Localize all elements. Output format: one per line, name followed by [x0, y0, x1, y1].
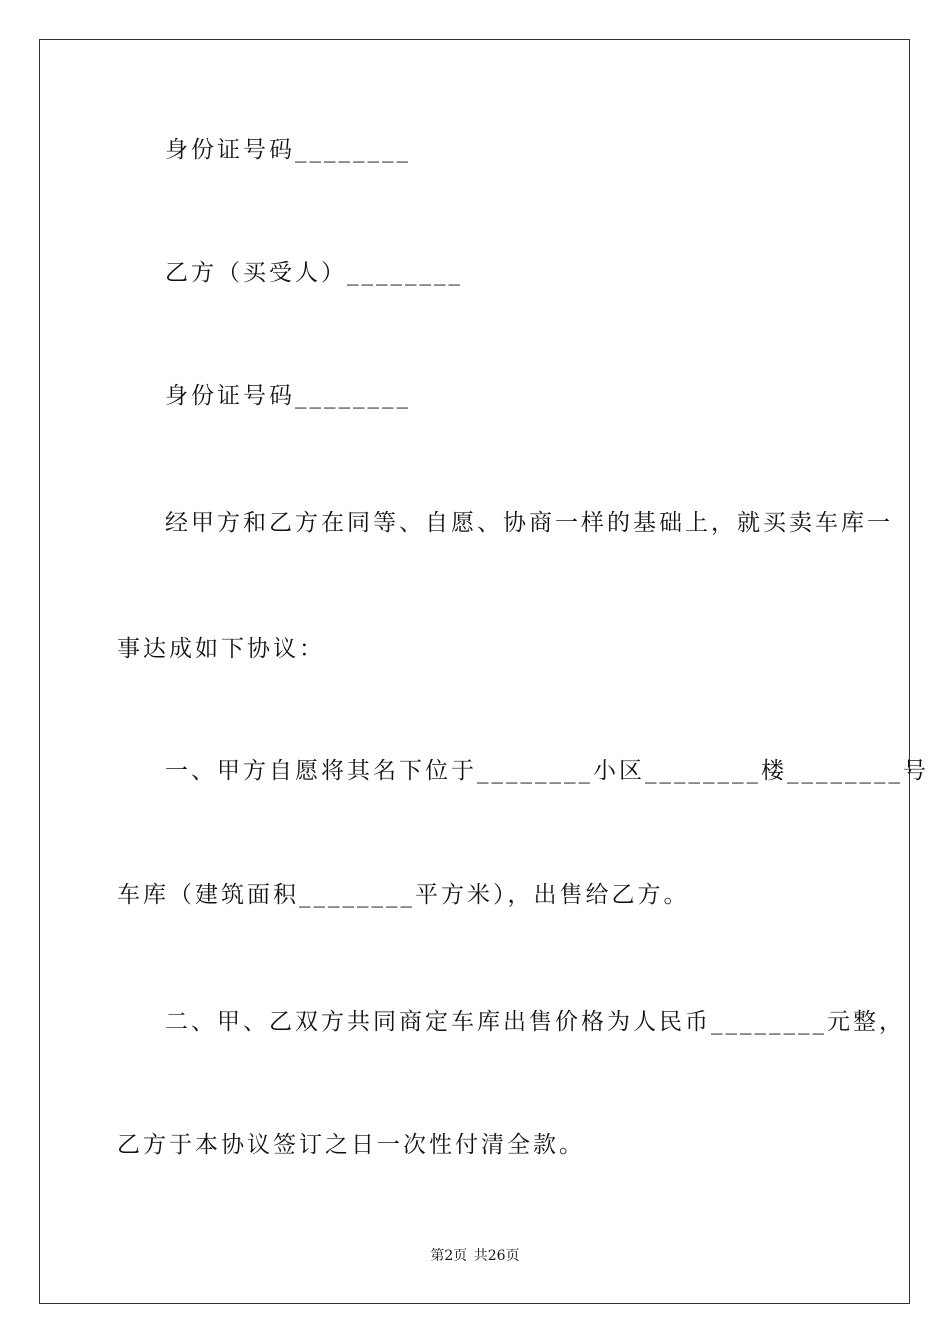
- clause-two-line-1: 二、甲、乙双方共同商定车库出售价格为人民币________元整，: [165, 1009, 905, 1035]
- clause-two-line-2: 乙方于本协议签订之日一次性付清全款。: [117, 1132, 585, 1158]
- buyer-id-line-1: 身份证号码________: [165, 137, 411, 163]
- buyer-party-line: 乙方（买受人）________: [165, 260, 463, 286]
- paragraph-intro-line-1: 经甲方和乙方在同等、自愿、协商一样的基础上，就买卖车库一: [165, 510, 893, 536]
- paragraph-intro-line-2: 事达成如下协议：: [117, 636, 325, 662]
- page-total: 共26页: [473, 1248, 520, 1264]
- clause-one-line-1: 一、甲方自愿将其名下位于________小区________楼________号: [165, 758, 929, 784]
- buyer-id-line-2: 身份证号码________: [165, 383, 411, 409]
- clause-one-line-2: 车库（建筑面积________平方米），出售给乙方。: [117, 882, 690, 908]
- page-number: 第2页: [430, 1248, 468, 1264]
- page-footer: [0, 1246, 950, 1266]
- page-frame: [39, 39, 910, 1304]
